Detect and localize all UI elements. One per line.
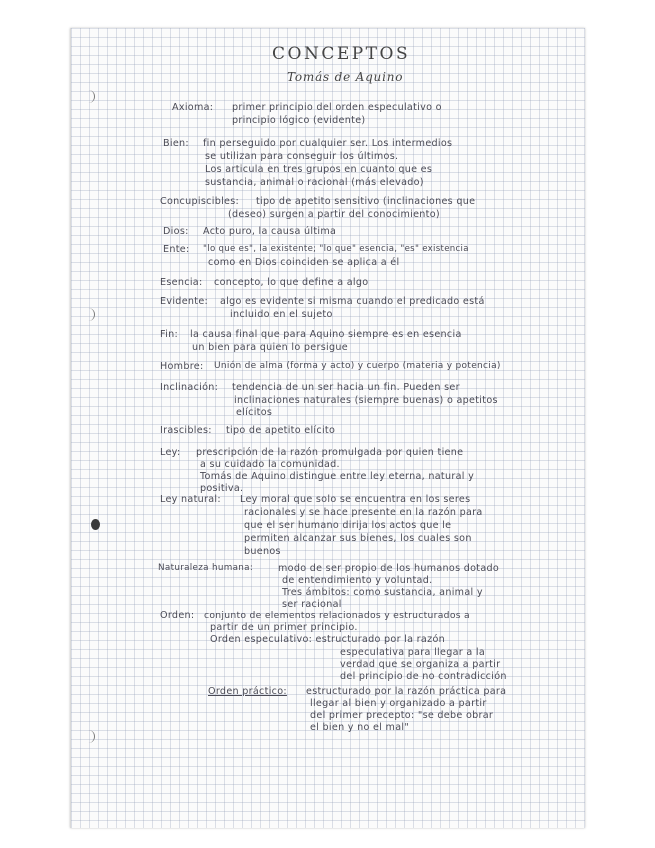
binder-ring-mark <box>83 308 95 321</box>
entry-line: que el ser humano dirija los actos que le <box>244 520 452 531</box>
entry-line: partir de un primer principio. <box>210 622 358 633</box>
entry-line: algo es evidente si misma cuando el predicado está <box>220 296 485 307</box>
entry-term: Concupiscibles: <box>160 196 240 207</box>
entry-line: primer principio del orden especulativo o <box>232 102 442 113</box>
entry-line: llegar al bien y organizado a partir <box>310 698 487 709</box>
entry-term: Dios: <box>163 226 189 237</box>
page-title: CONCEPTOS <box>272 44 411 64</box>
entry-term: Orden: <box>160 610 195 621</box>
entry-term: Ley: <box>160 447 181 458</box>
entry-line: Tomás de Aquino distingue entre ley eterna, natural y <box>200 471 475 482</box>
entry-line: sustancia, animal o racional (más elevado) <box>205 177 424 188</box>
entry-line: tipo de apetito sensitivo (inclinaciones que <box>256 196 476 207</box>
entry-line: ser racional <box>282 599 342 610</box>
entry-term: Orden práctico: <box>208 686 287 697</box>
entry-line: del primer precepto: "se debe obrar <box>310 710 494 721</box>
entry-line: Los articula en tres grupos en cuanto que es <box>205 164 433 175</box>
entry-line: prescripción de la razón promulgada por quien tiene <box>196 447 464 458</box>
entry-term: Ente: <box>163 244 190 255</box>
entry-line: estructurado por la razón práctica para <box>306 686 507 697</box>
entry-line: elícitos <box>236 407 273 418</box>
entry-line: racionales y se hace presente en la razón para <box>244 507 483 518</box>
entry-line: Orden especulativo: estructurado por la razón <box>210 634 445 645</box>
entry-term: Axioma: <box>172 102 214 113</box>
entry-line: especulativa para llegar a la <box>340 647 486 658</box>
entry-term: Bien: <box>163 138 189 149</box>
entry-term: Fin: <box>160 329 178 340</box>
binder-hole <box>91 519 100 530</box>
entry-line: Unión de alma (forma y acto) y cuerpo (materia y potencia) <box>214 361 501 371</box>
entry-line: modo de ser propio de los humanos dotado <box>278 563 500 574</box>
entry-line: Ley moral que solo se encuentra en los seres <box>240 494 471 505</box>
entry-term: Naturaleza humana: <box>158 563 254 573</box>
binder-ring-mark <box>83 90 95 103</box>
entry-term: Inclinación: <box>160 382 219 393</box>
entry-line: como en Dios coinciden se aplica a él <box>208 257 400 268</box>
entry-line: concepto, lo que define a algo <box>214 277 369 288</box>
entry-line: la causa final que para Aquino siempre es en esencia <box>190 329 462 340</box>
entry-line: un bien para quien lo persigue <box>192 342 348 353</box>
entry-line: permiten alcanzar sus bienes, los cuales son <box>244 533 472 544</box>
entry-term: Hombre: <box>160 361 204 372</box>
entry-line: verdad que se organiza a partir <box>340 659 501 670</box>
entry-line: del principio de no contradicción <box>340 671 507 682</box>
entry-term: Irascibles: <box>160 425 212 436</box>
entry-line: "lo que es", la existente; "lo que" esencia, "es" existencia <box>203 244 469 254</box>
entry-line: Acto puro, la causa última <box>203 226 337 237</box>
entry-line: de entendimiento y voluntad. <box>282 575 433 586</box>
binder-ring-mark <box>83 730 95 743</box>
entry-line: a su cuidado la comunidad. <box>200 459 340 470</box>
entry-line: se utilizan para conseguir los últimos. <box>205 151 399 162</box>
entry-line: Tres ámbitos: como sustancia, animal y <box>282 587 483 598</box>
page-subtitle: Tomás de Aquino <box>287 70 404 84</box>
entry-line: tendencia de un ser hacia un fin. Pueden ser <box>232 382 460 393</box>
entry-term: Esencia: <box>160 277 203 288</box>
entry-line: (deseo) surgen a partir del conocimiento) <box>228 209 440 220</box>
entry-line: tipo de apetito elícito <box>226 425 336 436</box>
entry-line: conjunto de elementos relacionados y estructurados a <box>204 610 470 621</box>
entry-line: inclinaciones naturales (siempre buenas) o apetitos <box>234 395 498 406</box>
entry-line: buenos <box>244 546 281 557</box>
entry-line: positiva. <box>200 483 244 494</box>
entry-line: fin perseguido por cualquier ser. Los intermedios <box>203 138 453 149</box>
entry-line: incluido en el sujeto <box>230 309 333 320</box>
entry-term: Evidente: <box>160 296 209 307</box>
entry-line: principio lógico (evidente) <box>232 115 366 126</box>
entry-line: el bien y no el mal" <box>310 722 410 733</box>
entry-term: Ley natural: <box>160 494 221 505</box>
